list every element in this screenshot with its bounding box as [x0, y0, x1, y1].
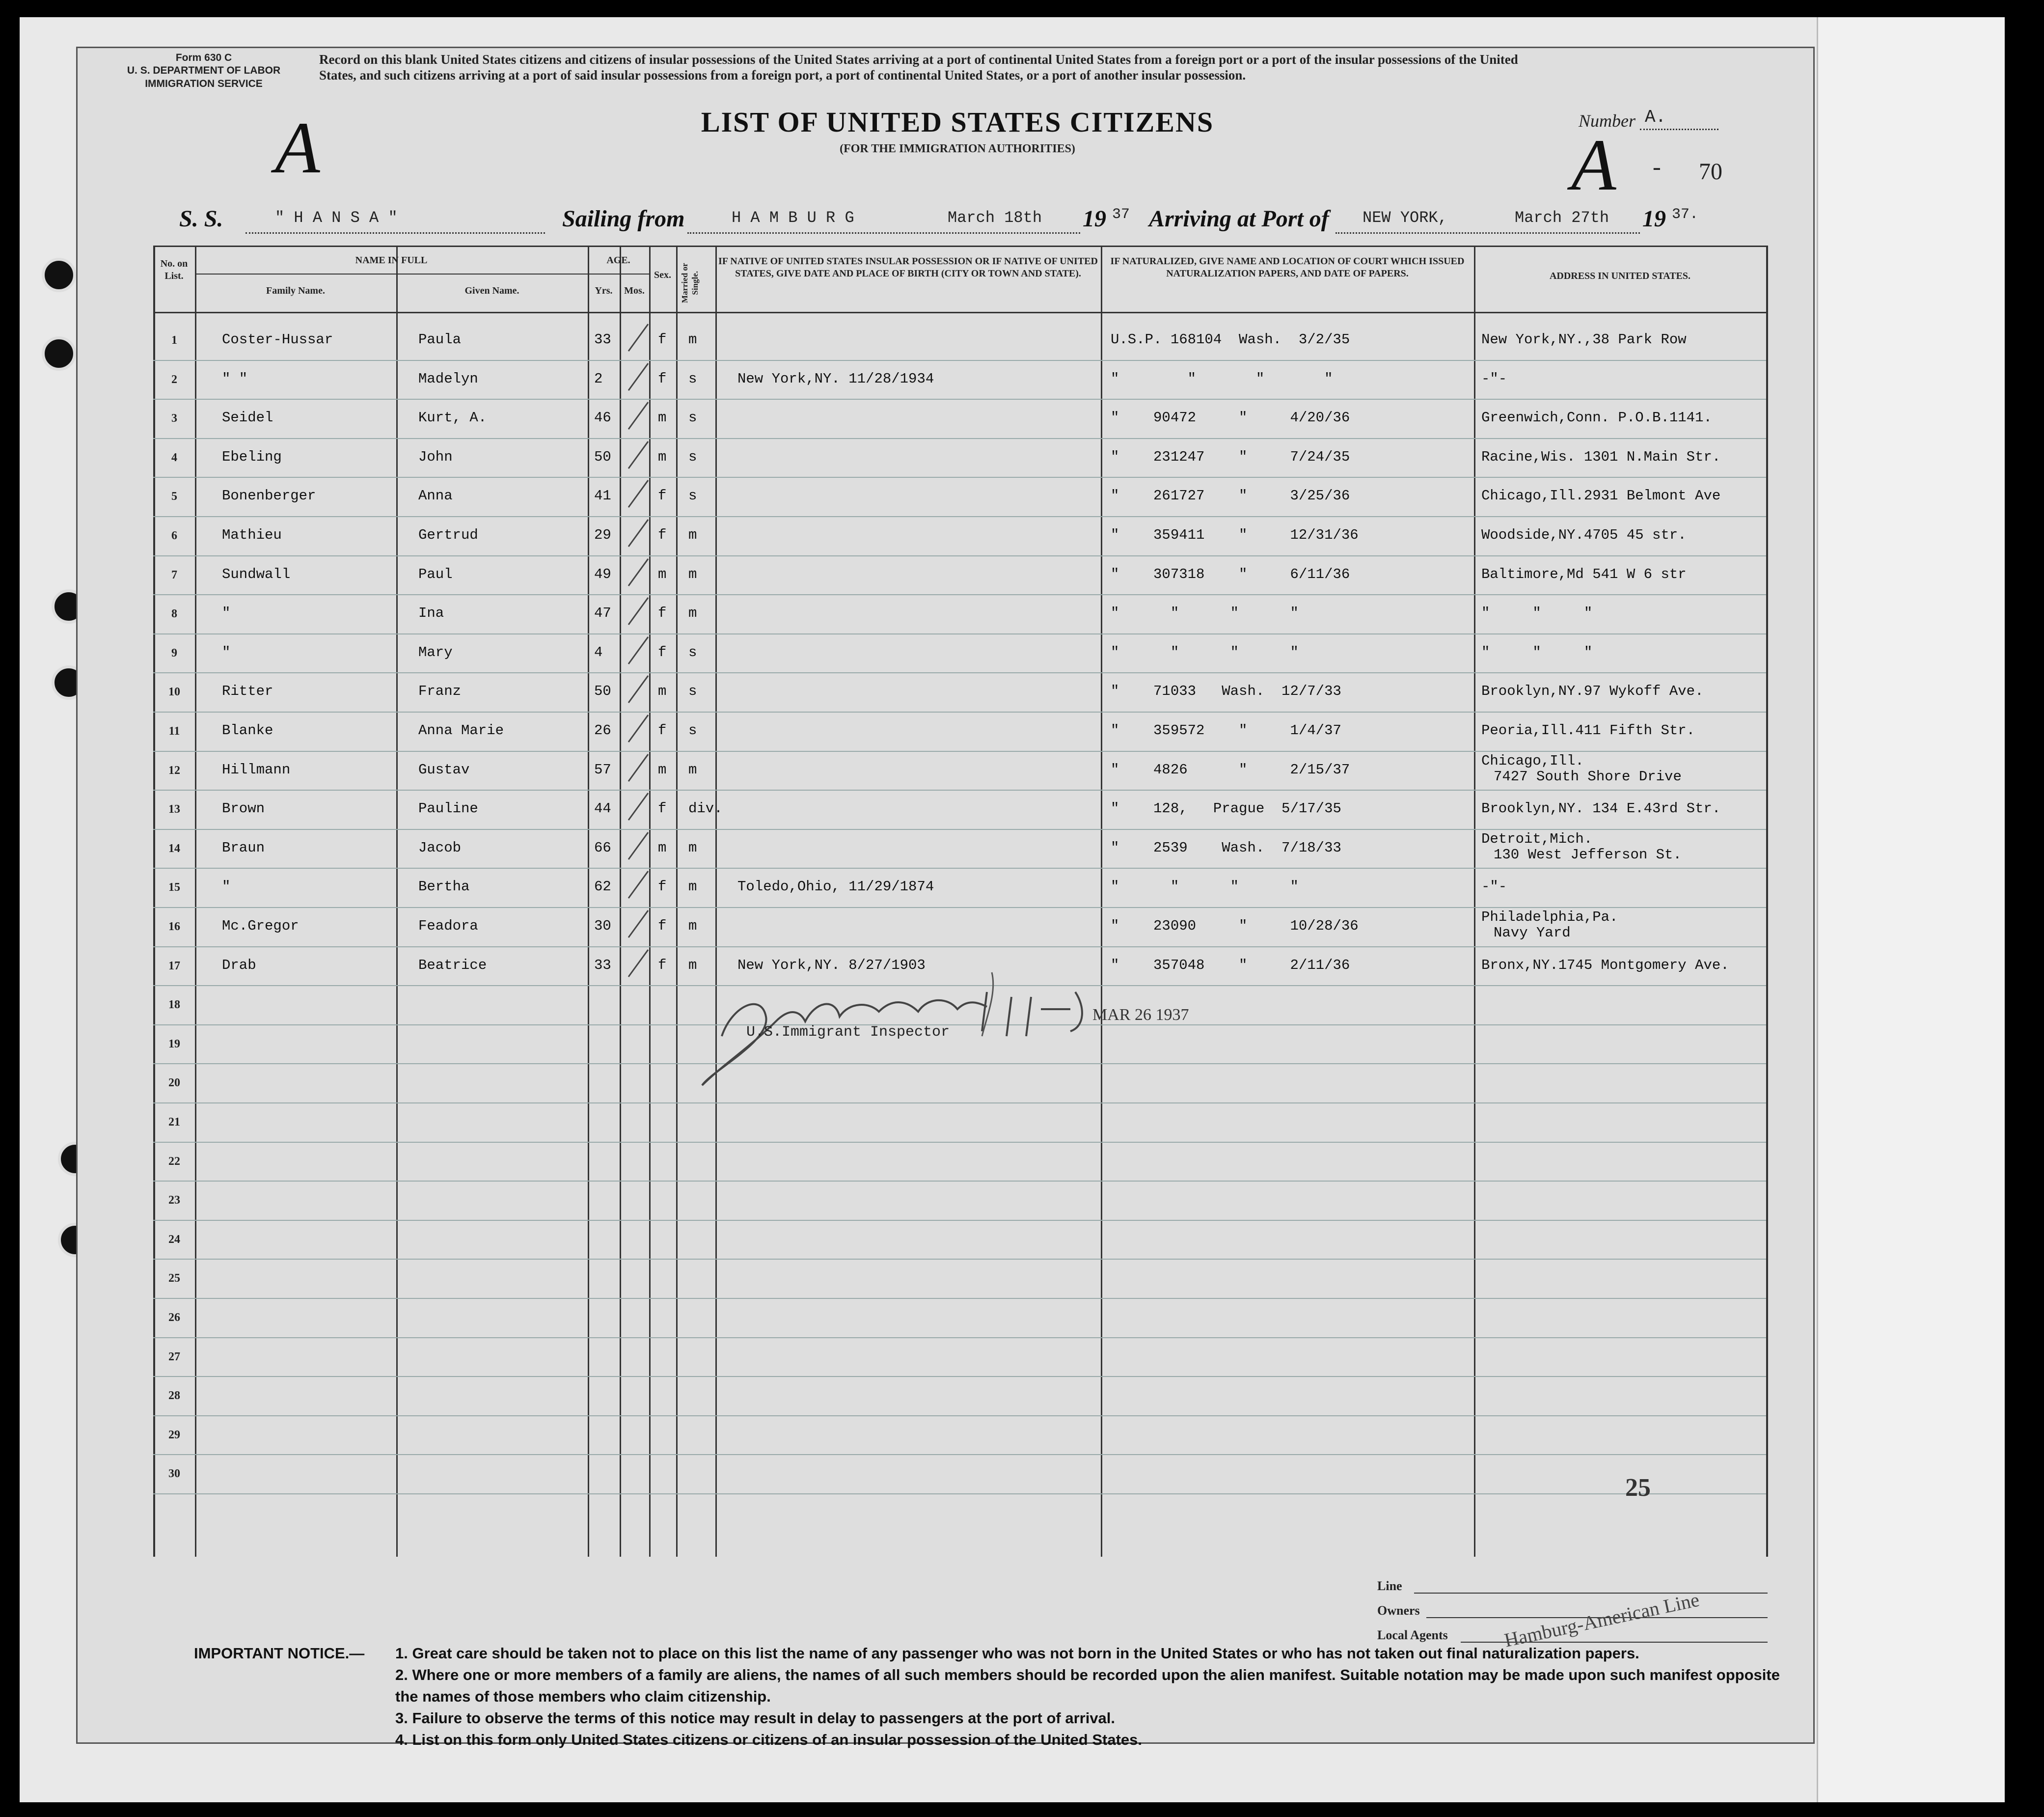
row-number: 11	[168, 725, 180, 738]
address: -"-	[1481, 879, 1507, 895]
address: Detroit,Mich.	[1481, 830, 1593, 847]
row-number: 10	[168, 686, 180, 699]
form-identifier	[123, 52, 285, 90]
owners-label: Owners	[1377, 1603, 1420, 1618]
column-rule	[195, 246, 196, 1557]
ship-name: " H A N S A "	[275, 209, 398, 227]
column-rule	[588, 246, 589, 1557]
address: Philadelphia,Pa.	[1481, 909, 1618, 925]
agents-stamp: Hamburg-American Line	[1502, 1588, 1701, 1652]
given-name: Feadora	[418, 918, 478, 934]
address: Peoria,Ill.411 Fifth Str.	[1481, 722, 1695, 739]
row-rule	[153, 751, 1766, 752]
family-name: " "	[222, 370, 248, 387]
age-years: 47	[594, 605, 611, 622]
naturalization-info: " 359572 " 1/4/37	[1111, 722, 1341, 739]
row-number: 4	[171, 451, 177, 464]
column-rule	[1474, 246, 1475, 1557]
notice-title: IMPORTANT NOTICE.—	[194, 1645, 365, 1662]
given-name: Madelyn	[418, 370, 478, 387]
date-from: March 18th	[948, 209, 1042, 227]
check-mark	[624, 830, 653, 864]
given-name: Paula	[418, 331, 462, 348]
given-name: John	[418, 448, 453, 465]
row-rule	[153, 868, 1766, 869]
sex: f	[658, 605, 667, 622]
dash-mark: -	[1650, 156, 1664, 183]
marital-status: m	[688, 566, 697, 582]
row-number: 12	[168, 764, 180, 777]
check-mark	[624, 673, 653, 708]
marital-status: m	[688, 879, 697, 895]
address: Brooklyn,NY.97 Wykoff Ave.	[1481, 683, 1704, 700]
header-family-name: Family Name.	[266, 285, 325, 296]
row-rule	[153, 1376, 1766, 1377]
notice-item-3: 3. Failure to observe the terms of this notice may result in delay to passengers at the port of arrival.	[395, 1709, 1116, 1727]
sex: f	[658, 644, 667, 661]
row-number: 9	[171, 646, 177, 660]
record-instructions: Record on this blank United States citizens and citizens of insular possessions of the United States arriving at a port of continental United States from a foreign port or a port of the insular possessions of the United States, and such citizens arriving at a port of said insular possessions from a foreign port, a port of continental United States, or a port of another insular possession.	[319, 52, 1518, 83]
address: Chicago,Ill.	[1481, 752, 1584, 769]
binder-hole	[42, 258, 76, 292]
sex: f	[658, 800, 667, 817]
age-years: 62	[594, 879, 611, 895]
passenger-table	[153, 246, 1766, 1557]
age-years: 30	[594, 918, 611, 934]
address: " " "	[1481, 605, 1593, 622]
sex: f	[658, 918, 667, 934]
header-no: No. on List.	[160, 258, 188, 281]
year-from-suffix: 37	[1112, 206, 1130, 223]
row-number: 1	[171, 334, 177, 347]
row-number: 19	[168, 1037, 180, 1050]
family-name: Ritter	[222, 683, 273, 700]
age-years: 33	[594, 331, 611, 348]
age-years: 44	[594, 800, 611, 817]
row-number: 3	[171, 412, 177, 425]
row-number: 20	[168, 1076, 180, 1090]
naturalization-info: " 23090 " 10/28/36	[1111, 918, 1359, 934]
sailing-label: Sailing from	[562, 206, 685, 232]
given-name: Kurt, A.	[418, 410, 487, 426]
naturalization-info: " 71033 Wash. 12/7/33	[1111, 683, 1341, 700]
family-name: Coster-Hussar	[222, 331, 333, 348]
address: New York,NY.,38 Park Row	[1481, 331, 1687, 348]
sex: f	[658, 722, 667, 739]
sex: f	[658, 527, 667, 543]
row-number: 27	[168, 1350, 180, 1363]
row-number: 25	[168, 1272, 180, 1285]
family-name: Mathieu	[222, 527, 282, 543]
letter-right: A	[1571, 124, 1616, 206]
row-rule	[153, 829, 1766, 830]
row-rule	[153, 555, 1766, 556]
row-rule	[153, 712, 1766, 713]
row-rule	[153, 360, 1766, 361]
row-number: 18	[168, 998, 180, 1012]
sex: m	[658, 566, 667, 582]
check-mark	[624, 947, 653, 982]
marital-status: m	[688, 918, 697, 934]
naturalization-info: U.S.P. 168104 Wash. 3/2/35	[1111, 331, 1350, 348]
row-number: 28	[168, 1389, 180, 1403]
row-number: 16	[168, 920, 180, 933]
marital-status: m	[688, 839, 697, 856]
family-name: Sundwall	[222, 566, 291, 582]
marital-status: m	[688, 331, 697, 348]
address: " " "	[1481, 644, 1593, 661]
birth-place-date: New York,NY. 11/28/1934	[737, 370, 934, 387]
family-name: Hillmann	[222, 761, 291, 778]
age-years: 49	[594, 566, 611, 582]
header-birth: IF NATIVE OF UNITED STATES INSULAR POSSESSION OR IF NATIVE OF UNITED STATES, GIVE DATE AND PLACE OF BIRTH (CITY OR TOWN AND STATE).	[718, 256, 1098, 279]
check-mark	[624, 869, 653, 903]
row-number: 24	[168, 1233, 180, 1246]
row-rule	[153, 1142, 1766, 1143]
port-to: NEW YORK,	[1363, 209, 1447, 227]
naturalization-info: " 2539 Wash. 7/18/33	[1111, 839, 1341, 856]
marital-status: m	[688, 957, 697, 973]
row-rule	[153, 1181, 1766, 1182]
number-value: A.	[1645, 107, 1666, 127]
given-name: Gustav	[418, 761, 470, 778]
header-yrs: Yrs.	[595, 285, 613, 296]
sex: m	[658, 761, 667, 778]
row-number: 5	[171, 490, 177, 503]
port-from: H A M B U R G	[732, 209, 854, 227]
binder-hole	[42, 336, 76, 371]
header-naturalized: IF NATURALIZED, GIVE NAME AND LOCATION OF COURT WHICH ISSUED NATURALIZATION PAPERS, AND DATE OF PAPERS.	[1110, 256, 1465, 279]
given-name: Bertha	[418, 879, 470, 895]
header-married: Married or Single.	[680, 263, 700, 303]
sex: m	[658, 683, 667, 700]
address: Chicago,Ill.2931 Belmont Ave	[1481, 488, 1721, 504]
subheader-rule	[195, 274, 649, 275]
marital-status: m	[688, 605, 697, 622]
year-to-prefix: 19	[1642, 206, 1666, 232]
address: Greenwich,Conn. P.O.B.1141.	[1481, 410, 1712, 426]
address: -"-	[1481, 370, 1507, 387]
number-label: Number	[1579, 111, 1635, 131]
service-name: IMMIGRATION SERVICE	[145, 78, 263, 89]
check-mark	[624, 400, 653, 434]
marital-status: div.	[688, 800, 723, 817]
given-name: Gertrud	[418, 527, 478, 543]
column-rule	[396, 246, 398, 1557]
row-rule	[153, 1493, 1766, 1494]
naturalization-info: " " " "	[1111, 370, 1333, 387]
header-age: AGE.	[606, 255, 630, 266]
check-mark	[624, 556, 653, 591]
row-rule	[153, 438, 1766, 439]
address-line-2: 130 West Jefferson St.	[1494, 846, 1682, 863]
letter-left: A	[275, 107, 320, 189]
row-rule	[153, 790, 1766, 791]
marital-status: s	[688, 410, 697, 426]
check-mark	[624, 517, 653, 551]
row-rule	[153, 907, 1766, 908]
family-name: Blanke	[222, 722, 273, 739]
check-mark	[624, 791, 653, 825]
row-number: 8	[171, 607, 177, 621]
address: Racine,Wis. 1301 N.Main Str.	[1481, 448, 1721, 465]
naturalization-info: " 359411 " 12/31/36	[1111, 527, 1359, 543]
marital-status: s	[688, 448, 697, 465]
family-name: Ebeling	[222, 448, 282, 465]
check-mark	[624, 634, 653, 669]
row-rule	[153, 1337, 1766, 1338]
family-name: Bonenberger	[222, 488, 316, 504]
marital-status: s	[688, 722, 697, 739]
family-name: Braun	[222, 839, 265, 856]
age-years: 46	[594, 410, 611, 426]
check-mark	[624, 908, 653, 942]
marital-status: s	[688, 370, 697, 387]
row-rule	[153, 1102, 1766, 1103]
marital-status: s	[688, 488, 697, 504]
naturalization-info: " 90472 " 4/20/36	[1111, 410, 1350, 426]
row-rule	[153, 477, 1766, 478]
naturalization-info: " 261727 " 3/25/36	[1111, 488, 1350, 504]
sex: m	[658, 410, 667, 426]
naturalization-info: " 357048 " 2/11/36	[1111, 957, 1350, 973]
sex: f	[658, 879, 667, 895]
header-rule	[153, 312, 1766, 313]
row-rule	[153, 1298, 1766, 1299]
naturalization-info: " " " "	[1111, 605, 1299, 622]
row-rule	[153, 946, 1766, 947]
check-mark	[624, 439, 653, 473]
marital-status: s	[688, 683, 697, 700]
address: Brooklyn,NY. 134 E.43rd Str.	[1481, 800, 1721, 817]
birth-place-date: Toledo,Ohio, 11/29/1874	[737, 879, 934, 895]
given-name: Mary	[418, 644, 453, 661]
row-rule	[153, 1259, 1766, 1260]
row-number: 2	[171, 373, 177, 386]
row-number: 21	[168, 1116, 180, 1129]
check-mark	[624, 595, 653, 630]
age-years: 66	[594, 839, 611, 856]
notice-item-2: 2. Where one or more members of a family are aliens, the names of all such members should be recorded upon the alien manifest. Suitable notation may be made upon such manifest opposite the names of those members who claim citizenship.	[395, 1666, 1780, 1706]
address-line-2: Navy Yard	[1494, 925, 1571, 941]
page-number: 70	[1699, 159, 1722, 185]
age-years: 26	[594, 722, 611, 739]
check-mark	[624, 322, 653, 356]
page-subtitle: (FOR THE IMMIGRATION AUTHORITIES)	[840, 142, 1075, 155]
sex: f	[658, 331, 667, 348]
row-rule	[153, 672, 1766, 673]
naturalization-info: " " " "	[1111, 879, 1299, 895]
address: Woodside,NY.4705 45 str.	[1481, 527, 1687, 543]
age-years: 50	[594, 683, 611, 700]
row-rule	[153, 1454, 1766, 1455]
row-number: 23	[168, 1194, 180, 1207]
row-rule	[153, 516, 1766, 517]
column-rule	[715, 246, 717, 1557]
family-name: "	[222, 644, 231, 661]
form-number: Form 630 C	[175, 52, 232, 63]
column-rule	[1766, 246, 1768, 1557]
naturalization-info: " " " "	[1111, 644, 1299, 661]
year-from-prefix: 19	[1083, 206, 1106, 232]
given-name: Paul	[418, 566, 453, 582]
header-given-name: Given Name.	[464, 285, 519, 296]
row-number: 14	[168, 842, 180, 855]
arriving-label: Arriving at Port of	[1149, 206, 1329, 232]
given-name: Jacob	[418, 839, 462, 856]
agents-label: Local Agents	[1377, 1628, 1448, 1642]
family-name: Brown	[222, 800, 265, 817]
naturalization-info: " 231247 " 7/24/35	[1111, 448, 1350, 465]
date-stamp: MAR 26 1937	[1092, 1006, 1189, 1024]
naturalization-info: " 128, Prague 5/17/35	[1111, 800, 1341, 817]
given-name: Ina	[418, 605, 444, 622]
inspector-caption: U.S.Immigrant Inspector	[746, 1024, 950, 1041]
given-name: Franz	[418, 683, 462, 700]
row-number: 17	[168, 959, 180, 972]
sex: m	[658, 448, 667, 465]
age-years: 29	[594, 527, 611, 543]
age-years: 41	[594, 488, 611, 504]
address: Bronx,NY.1745 Montgomery Ave.	[1481, 957, 1729, 973]
age-years: 57	[594, 761, 611, 778]
important-notice	[194, 1643, 1790, 1751]
sheet-number: 25	[1625, 1474, 1651, 1502]
column-rule	[1101, 246, 1102, 1557]
row-rule	[153, 594, 1766, 595]
family-name: Seidel	[222, 410, 273, 426]
row-number: 7	[171, 568, 177, 581]
row-number: 29	[168, 1428, 180, 1441]
naturalization-info: " 4826 " 2/15/37	[1111, 761, 1350, 778]
check-mark	[624, 713, 653, 747]
family-name: "	[222, 879, 231, 895]
row-rule	[153, 399, 1766, 400]
naturalization-info: " 307318 " 6/11/36	[1111, 566, 1350, 582]
check-mark	[624, 752, 653, 786]
family-name: "	[222, 605, 231, 622]
sex: m	[658, 839, 667, 856]
header-sex: Sex.	[654, 270, 671, 280]
row-number: 13	[168, 803, 180, 816]
department-name: U. S. DEPARTMENT OF LABOR	[127, 65, 281, 77]
sex: f	[658, 957, 667, 973]
given-name: Anna Marie	[418, 722, 504, 739]
given-name: Pauline	[418, 800, 478, 817]
row-number: 26	[168, 1311, 180, 1324]
row-number: 30	[168, 1467, 180, 1481]
column-rule	[620, 246, 621, 1557]
marital-status: s	[688, 644, 697, 661]
age-years: 33	[594, 957, 611, 973]
line-label: Line	[1377, 1579, 1402, 1593]
column-rule	[676, 246, 678, 1557]
notice-line	[194, 1643, 1790, 1664]
header-address: ADDRESS IN UNITED STATES.	[1549, 271, 1691, 281]
ss-label: S. S.	[179, 206, 223, 232]
header-name-in-full: NAME IN FULL	[355, 255, 428, 266]
notice-item-1: 1. Great care should be taken not to place on this list the name of any passenger who was not born in the United States or who has not taken out final naturalization papers.	[395, 1645, 1639, 1662]
sex: f	[658, 370, 667, 387]
given-name: Beatrice	[418, 957, 487, 973]
row-rule	[153, 1415, 1766, 1416]
age-years: 4	[594, 644, 603, 661]
check-mark	[624, 361, 653, 395]
birth-place-date: New York,NY. 8/27/1903	[737, 957, 926, 973]
page-title: LIST OF UNITED STATES CITIZENS	[701, 106, 1214, 138]
row-rule	[153, 1220, 1766, 1221]
check-mark	[624, 478, 653, 512]
address-line-2: 7427 South Shore Drive	[1494, 768, 1682, 785]
row-number: 22	[168, 1155, 180, 1168]
given-name: Anna	[418, 488, 453, 504]
date-to: March 27th	[1515, 209, 1609, 227]
family-name: Drab	[222, 957, 256, 973]
family-name: Mc.Gregor	[222, 918, 299, 934]
marital-status: m	[688, 761, 697, 778]
notice-item-4: 4. List on this form only United States citizens or citizens of an insular possession of the United States.	[395, 1731, 1142, 1749]
marital-status: m	[688, 527, 697, 543]
address: Baltimore,Md 541 W 6 str	[1481, 566, 1687, 582]
row-number: 6	[171, 529, 177, 542]
header-mos: Mos.	[624, 285, 645, 296]
year-to-suffix: 37.	[1672, 206, 1699, 223]
age-years: 2	[594, 370, 603, 387]
header-rule	[153, 246, 1766, 247]
page-edge-strip	[1817, 17, 2005, 1802]
sex: f	[658, 488, 667, 504]
row-rule	[153, 633, 1766, 634]
age-years: 50	[594, 448, 611, 465]
row-number: 15	[168, 881, 180, 894]
